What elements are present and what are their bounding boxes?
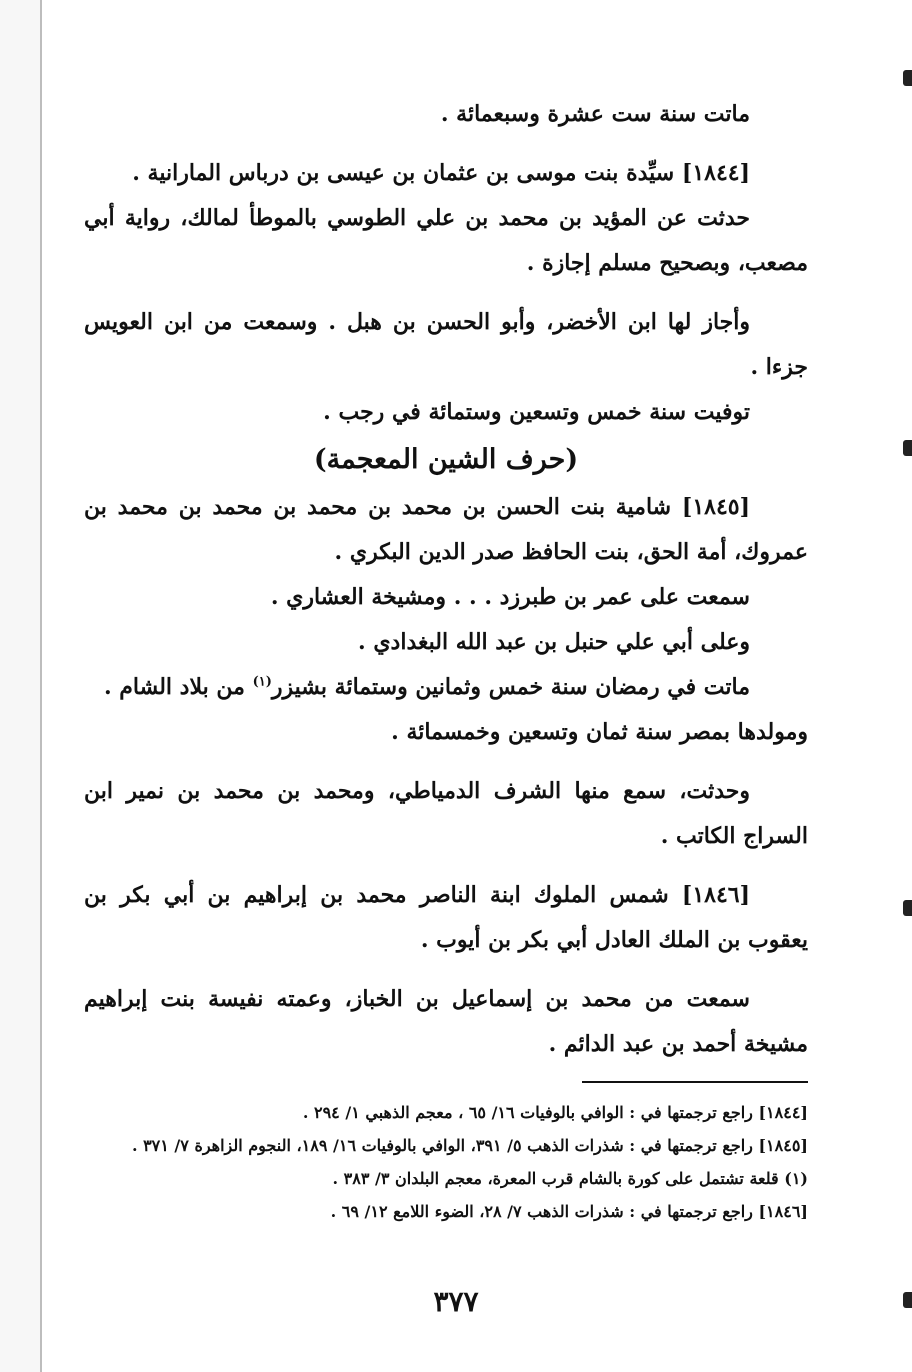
paragraph: وأجاز لها ابن الأخضر، وأبو الحسن بن هبل . وسمعت من ابن العويس جزءا . bbox=[84, 309, 808, 380]
footnote: [١٨٤٦] راجع ترجمتها في : شذرات الذهب ٧/ ٢٨، الضوء اللامع ١٢/ ٦٩ . bbox=[330, 1202, 808, 1221]
entry-heading-1846: [١٨٤٦] شمس الملوك ابنة الناصر محمد بن إبراهيم بن أبي بكر بن يعقوب بن الملك العادل أبي بكر بن أيوب . bbox=[84, 882, 808, 953]
entry-heading-1844: [١٨٤٤] سيِّدة بنت موسى بن عثمان بن عيسى بن درباس المارانية . bbox=[132, 160, 750, 186]
paragraph: حدثت عن المؤيد بن محمد بن علي الطوسي بالموطأ لمالك، رواية أبي مصعب، وبصحيح مسلم إجازة . bbox=[84, 205, 808, 276]
paragraph bbox=[84, 665, 808, 710]
footnote-marker: (١) bbox=[252, 674, 272, 690]
entry-heading-1845: [١٨٤٥] شامية بنت الحسن بن محمد بن محمد بن محمد بن محمد بن عمروك، أمة الحق، بنت الحافظ صدر الدين البكري . bbox=[84, 494, 808, 565]
footnotes bbox=[84, 1096, 808, 1228]
paragraph: وعلى أبي علي حنبل بن عبد الله البغدادي . bbox=[358, 629, 750, 655]
section-heading: (حرف الشين المعجمة) bbox=[313, 444, 579, 475]
paragraph-text: من بلاد الشام . bbox=[103, 674, 253, 700]
page-edge-mark bbox=[903, 900, 912, 916]
paragraph-text: ماتت في رمضان سنة خمس وثمانين وستمائة بشيزر bbox=[271, 674, 750, 700]
footnote: [١٨٤٥] راجع ترجمتها في : شذرات الذهب ٥/ ٣٩١، الوافي بالوفيات ١٦/ ١٨٩، النجوم الزاهرة ٧/ ٣٧١ . bbox=[131, 1136, 808, 1155]
paragraph: توفيت سنة خمس وتسعين وستمائة في رجب . bbox=[323, 399, 750, 425]
paragraph: سمعت من محمد بن إسماعيل بن الخباز، وعمته نفيسة بنت إبراهيم مشيخة أحمد بن عبد الدائم . bbox=[84, 986, 808, 1057]
main-text bbox=[84, 92, 808, 1067]
book-spine-margin bbox=[0, 0, 42, 1372]
paragraph: ومولدها بمصر سنة ثمان وتسعين وخمسمائة . bbox=[391, 719, 808, 745]
page-edge-mark bbox=[903, 440, 912, 456]
page-number: ٣٧٧ bbox=[433, 1285, 479, 1318]
footnote: (١) قلعة تشتمل على كورة بالشام قرب المعرة، معجم البلدان ٣/ ٣٨٣ . bbox=[332, 1169, 808, 1188]
paragraph: ماتت سنة ست عشرة وسبعمائة . bbox=[440, 101, 750, 127]
footnote-separator bbox=[582, 1081, 808, 1083]
paragraph: سمعت على عمر بن طبرزد . . . ومشيخة العشاري . bbox=[270, 584, 750, 610]
page-edge-mark bbox=[903, 70, 912, 86]
paragraph: وحدثت، سمع منها الشرف الدمياطي، ومحمد بن محمد بن نمير ابن السراج الكاتب . bbox=[84, 778, 808, 849]
footnote: [١٨٤٤] راجع ترجمتها في : الوافي بالوفيات ١٦/ ٦٥ ، معجم الذهبي ١/ ٢٩٤ . bbox=[302, 1103, 808, 1122]
